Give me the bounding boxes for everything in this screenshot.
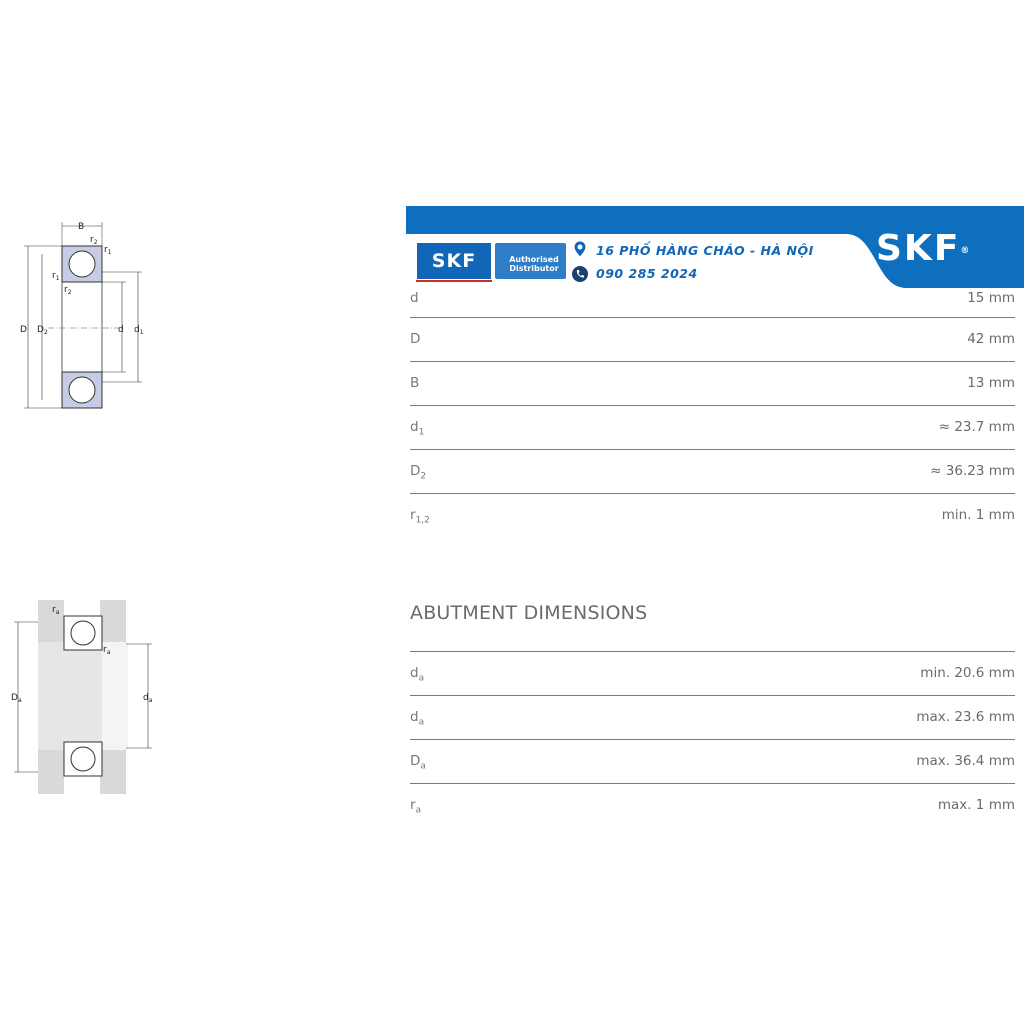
abutment-value: max. 23.6 mm	[916, 709, 1015, 725]
label-D: D	[20, 325, 27, 335]
table-row	[410, 318, 1015, 362]
distributor-banner	[406, 206, 1024, 288]
table-row	[410, 784, 1015, 827]
dimension-label: d	[410, 290, 419, 306]
authorised-line: Authorised	[509, 255, 559, 264]
table-row	[410, 450, 1015, 494]
dimension-value: 13 mm	[967, 375, 1015, 391]
dimension-value: ≈ 36.23 mm	[930, 463, 1015, 479]
address-text: 16 PHỐ HÀNG CHÁO - HÀ NỘI	[596, 243, 814, 258]
label-r1-left: $r_1$	[52, 271, 60, 282]
phone-text: 090 285 2024	[596, 266, 698, 281]
label-d: d	[118, 325, 124, 335]
skf-logo-small: SKF	[416, 242, 492, 280]
table-row	[410, 288, 1015, 318]
label-ra-top: $r_a$	[52, 605, 60, 616]
label-B: B	[78, 222, 85, 232]
table-row	[410, 652, 1015, 696]
table-row	[410, 696, 1015, 740]
label-Da: $D_a$	[11, 693, 22, 704]
bearing-cross-section-drawing	[18, 218, 158, 418]
dimensions-table	[410, 288, 1015, 537]
label-r2-left: $r_2$	[64, 285, 72, 296]
registered-mark: ®	[960, 246, 972, 256]
dimension-label: D	[410, 331, 421, 347]
phone-line	[572, 266, 698, 281]
authorised-distributor-badge	[494, 242, 567, 280]
table-row	[410, 740, 1015, 784]
abutment-section-title: ABUTMENT DIMENSIONS	[410, 602, 648, 624]
label-ra-right: $r_a$	[103, 645, 111, 656]
label-da: $d_a$	[143, 693, 153, 704]
dimension-value: ≈ 23.7 mm	[938, 419, 1015, 435]
abutment-label: $d_a$	[410, 665, 425, 684]
dimension-value: 15 mm	[967, 290, 1015, 306]
table-row	[410, 406, 1015, 450]
abutment-label: $D_a$	[410, 753, 426, 772]
label-r2-top: $r_2$	[90, 235, 98, 246]
distributor-line: Distributor	[509, 264, 559, 273]
dimension-label: $D_2$	[410, 463, 427, 482]
abutment-value: max. 1 mm	[937, 797, 1015, 813]
skf-logo-large	[876, 228, 971, 269]
skf-logo-text: SKF	[876, 228, 961, 269]
dimension-label: B	[410, 375, 420, 391]
address-line	[572, 243, 814, 258]
label-D2: $D_2$	[37, 325, 48, 336]
abutment-label: $r_a$	[410, 797, 422, 816]
dimension-value: 42 mm	[967, 331, 1015, 347]
abutment-value: min. 20.6 mm	[920, 665, 1015, 681]
abutment-label: $d_a$	[410, 709, 425, 728]
label-d1: $d_1$	[134, 325, 144, 336]
table-row	[410, 362, 1015, 406]
dimension-value: min. 1 mm	[941, 507, 1015, 523]
table-row	[410, 494, 1015, 537]
dimension-label: $d_1$	[410, 419, 425, 438]
abutment-drawing	[8, 598, 158, 798]
dimension-label: $r_{1,2}$	[410, 507, 430, 526]
abutment-table	[410, 652, 1015, 827]
label-r1-top: $r_1$	[104, 245, 112, 256]
abutment-value: max. 36.4 mm	[916, 753, 1015, 769]
